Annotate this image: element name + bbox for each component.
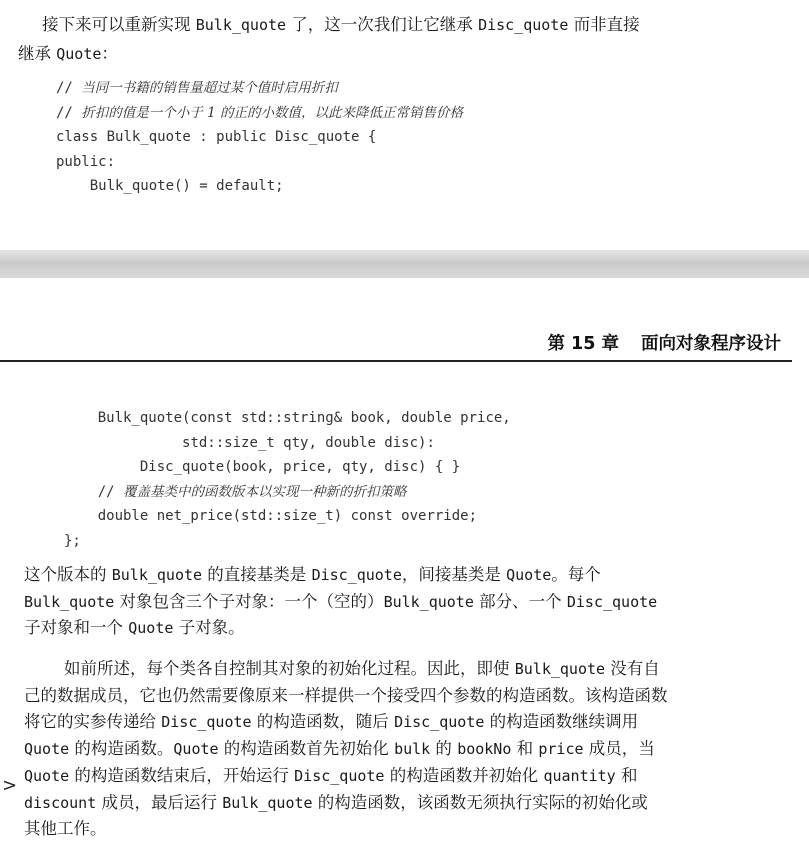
code-term: quantity	[543, 766, 616, 785]
code-text: Bulk_quote() = default;	[89, 178, 284, 194]
text-run: 己的数据成员，它也仍然需要像原来一样提供一个接受四个参数的构造函数。该构造函数	[24, 685, 668, 705]
code-text: Disc_quote(book, price, qty, disc) { }	[139, 459, 461, 475]
header-rule	[0, 360, 792, 362]
code-line	[64, 504, 511, 529]
text-run: 部分、一个	[473, 591, 567, 611]
code-line	[56, 174, 463, 199]
code-term: Disc_quote	[394, 713, 485, 732]
text-run: 的构造函数，随后	[251, 712, 395, 732]
code-text: double net_price(std::size_t) const override;	[97, 508, 478, 524]
code-term: Quote	[173, 740, 219, 759]
text-run: ，间接基类是	[401, 565, 507, 584]
code-term: bulk	[394, 740, 431, 759]
code-line	[64, 529, 511, 554]
margin-marker: >	[2, 775, 18, 796]
text-run: 的构造函数。	[69, 739, 174, 759]
code-term: Bulk_quote	[222, 793, 313, 812]
text-run: 而非直接	[568, 15, 640, 34]
code-term: Bulk_quote	[195, 16, 287, 34]
code-term: Quote	[128, 619, 174, 638]
text-run: 的构造函数结束后，开始运行	[69, 765, 295, 785]
code-text: public:	[56, 153, 116, 170]
text-run: 的构造函数继续调用	[484, 712, 639, 732]
paragraph-line	[64, 656, 660, 682]
paragraph-line	[24, 709, 638, 735]
intro-paragraph-line-2	[18, 39, 118, 69]
intro-paragraph-line-1	[42, 10, 640, 40]
paragraph-line	[24, 763, 637, 789]
page-top-section	[0, 0, 809, 250]
code-comment: 当同一书籍的销售量超过某个值时启用折扣	[81, 80, 338, 96]
text-run: 的构造函数并初始化	[384, 765, 544, 785]
text-run: 对象包含三个子对象：一个（空的）	[114, 591, 384, 611]
code-line	[56, 125, 463, 150]
page-break-gap	[0, 250, 809, 278]
text-run: 没有自	[605, 659, 660, 678]
code-term: bookNo	[457, 740, 512, 759]
text-run: 和	[511, 739, 539, 759]
code-term: Quote	[24, 766, 70, 785]
text-run: 如前所述，每个类各自控制其对象的初始化过程。因此，即使	[64, 659, 515, 678]
page-bottom-section	[0, 278, 809, 865]
code-term: Quote	[56, 45, 102, 63]
chapter-header	[547, 330, 781, 355]
text-run: 的直接基类是	[202, 565, 312, 584]
code-term: Disc_quote	[566, 592, 658, 611]
code-term: Quote	[506, 566, 552, 584]
text-run: 成员，最后运行	[96, 792, 223, 812]
code-line	[56, 150, 463, 175]
text-run: 接下来可以重新实现	[42, 15, 196, 34]
code-term: Disc_quote	[478, 16, 569, 34]
paragraph-line	[24, 562, 601, 588]
code-text: //	[97, 483, 124, 500]
code-line	[64, 480, 511, 505]
text-run: 其他工作。	[24, 819, 107, 839]
code-text: //	[56, 80, 82, 96]
paragraph-line	[24, 816, 107, 842]
code-term: Disc_quote	[294, 766, 385, 785]
text-run: 将它的实参传递给	[24, 712, 162, 732]
paragraph-line	[24, 736, 655, 762]
code-term: Disc_quote	[161, 713, 252, 732]
code-block-constructor	[64, 406, 511, 553]
code-line	[64, 406, 511, 431]
code-term: Bulk_quote	[111, 566, 203, 584]
code-comment: 折扣的值是一个小于 1 的正的小数值，以此来降低正常销售价格	[81, 104, 463, 121]
code-line	[64, 431, 511, 456]
text-run: ：	[101, 44, 118, 63]
text-run: 子对象。	[173, 618, 245, 638]
code-term: discount	[24, 793, 97, 812]
text-run: 。每个	[551, 565, 601, 584]
code-term: Quote	[24, 740, 70, 759]
text-run: 了，这一次我们让它继承	[286, 15, 479, 34]
paragraph-line	[24, 589, 657, 615]
text-run: 子对象和一个	[24, 618, 129, 638]
code-text: //	[56, 104, 82, 121]
code-line	[64, 455, 511, 480]
code-term: Bulk_quote	[24, 592, 115, 611]
text-run: 的构造函数，该函数无须执行实际的初始化或	[312, 792, 648, 812]
code-text: class Bulk_quote : public Disc_quote {	[56, 129, 377, 145]
code-line	[56, 101, 463, 126]
code-line	[56, 76, 463, 101]
text-run: 的构造函数首先初始化	[218, 739, 395, 759]
paragraph-line	[24, 615, 245, 641]
code-text: };	[64, 532, 81, 549]
code-term: Disc_quote	[311, 566, 402, 584]
code-comment: 覆盖基类中的函数版本以实现一种新的折扣策略	[123, 483, 407, 500]
chapter-title: 面向对象程序设计	[641, 334, 781, 354]
text-run: 成员，当	[583, 739, 655, 759]
code-term: price	[538, 740, 584, 759]
chapter-number: 第 15 章	[547, 334, 619, 354]
text-run: 和	[615, 765, 638, 785]
code-term: Bulk_quote	[514, 660, 606, 678]
paragraph-line	[24, 683, 668, 709]
code-text: Bulk_quote(const std::string& book, double price,	[97, 410, 511, 426]
code-term: Bulk_quote	[383, 592, 474, 611]
text-run: 继承	[18, 44, 57, 63]
text-run: 这个版本的	[24, 565, 112, 584]
text-run: 的	[430, 739, 458, 759]
paragraph-line	[24, 790, 648, 816]
code-block-class-declaration	[56, 76, 463, 199]
code-text: std::size_t qty, double disc):	[182, 434, 435, 451]
